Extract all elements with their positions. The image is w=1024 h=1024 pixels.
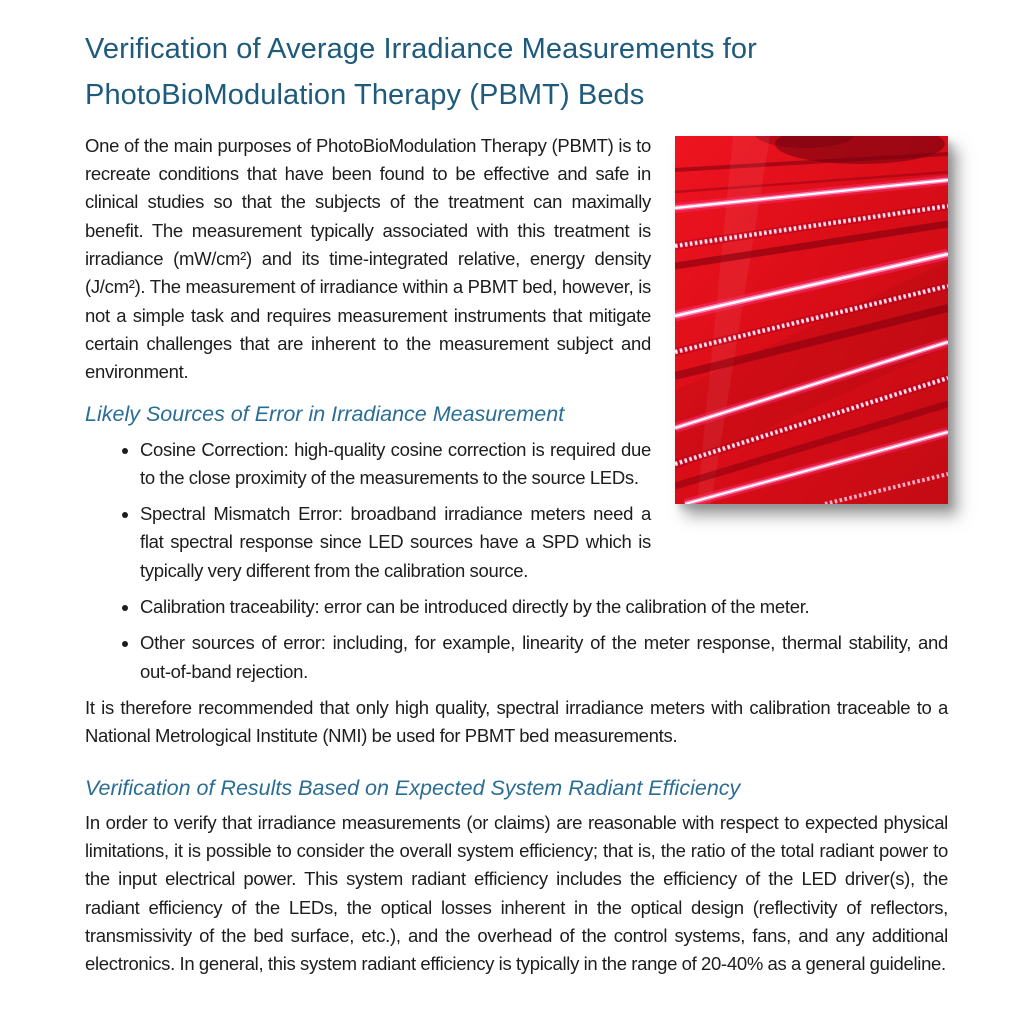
verification-paragraph: In order to verify that irradiance measurements (or claims) are reasonable with respect to expected physical limitations, it is possible to consider the overall system efficiency; that is, the ratio of the total radiant power to the input electrical power. This system radiant efficiency includes the efficiency of the LED driver(s), the radiant efficiency of the LEDs, the optical losses inherent in the optical design (reflectivity of reflectors, transmissivity of the bed surface, etc.), and the overhead of the control systems, fans, and any additional electronics. In general, this system radiant efficiency is typically in the range of 20-40% as a general guideline. <box>85 811 948 975</box>
page-title-line1: Verification of Average Irradiance Measurements for <box>85 33 757 65</box>
list-item-other-sources: • Other sources of error: including, for example, linearity of the meter response, thermal stability, and out-of-band rejection. <box>140 629 948 686</box>
list-item-spectral-mismatch: • Spectral Mismatch Error: broadband irradiance meters need a flat spectral response since LED sources have a SPD which is typically very different from the calibration source. <box>140 500 948 585</box>
page-title <box>85 26 948 119</box>
pbmt-bed-photo <box>675 136 948 504</box>
section-heading-error-sources: Likely Sources of Error in Irradiance Measurement <box>85 402 565 427</box>
page-title-line2: PhotoBioModulation Therapy (PBMT) Beds <box>85 79 645 112</box>
list-item-calibration-traceability: • Calibration traceability: error can be introduced directly by the calibration of the meter. <box>140 593 948 621</box>
recommendation-paragraph: It is therefore recommended that only high quality, spectral irradiance meters with calibration traceable to a National Metrological Institute (NMI) be used for PBMT bed measurements. <box>85 696 948 747</box>
section-heading-verification: Verification of Results Based on Expected System Radiant Efficiency <box>85 775 741 800</box>
intro-paragraph: One of the main purposes of PhotoBioModulation Therapy (PBMT) is to recreate conditions that have been found to be effective and safe in clinical studies so that the subjects of the treatment can maximally benefit. The measurement typically associated with this treatment is irradiance (mW/cm²) and its time-integrated relative, energy density (J/cm²). The measurement of irradiance within a PBMT bed, however, is not a simple task and requires measurement instruments that mitigate certain challenges that are inherent to the measurement subject and environment. <box>85 134 651 383</box>
red-led-lights-image <box>675 136 948 504</box>
list-item-cosine-correction: • Cosine Correction: high-quality cosine correction is required due to the close proximity of the measurements to the source LEDs. <box>140 436 948 493</box>
